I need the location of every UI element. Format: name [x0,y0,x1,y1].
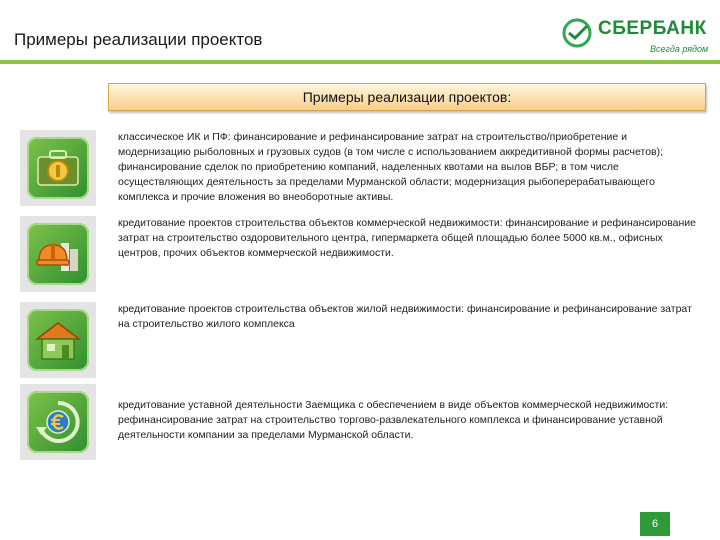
list-item [20,302,700,382]
page-title: Примеры реализации проектов [14,30,263,49]
list-item [20,384,700,464]
item-text: кредитование проектов строительства объектов коммерческой недвижимости: финансирование и рефинансирование затрат на строительство оздоровительного центра, гипермаркета общей площадью более 5000 кв.м., офисных центров, прочих объектов коммерческой недвижимости. [118,217,697,259]
icon-frame [20,130,96,206]
logo-tagline: Всегда рядом [650,44,709,54]
section-banner [108,83,706,111]
icon-frame [20,384,96,460]
header-divider [0,60,720,64]
icon-frame [20,216,96,292]
sberbank-logo [562,16,712,60]
icon-frame [20,302,96,378]
list-item [20,216,700,296]
hardhat-buildings-icon [27,223,89,285]
item-text: кредитование уставной деятельности Заемщика с обеспечением в виде объектов коммерческой недвижимости: рефинансирование затрат на строительство торгово-развлекательного комплекса и финансирование уставной деятельности компании за пределами Мурманской области. [118,399,669,441]
list-item [20,130,700,210]
briefcase-coin-icon [27,137,89,199]
sberbank-logo-icon [562,18,592,48]
item-text: классическое ИК и ПФ: финансирование и рефинансирование затрат на строительство/приобретение и модернизацию рыболовных и грузовых судов (в том числе с использованием аккредитивной формы расчетов); финансирование сделок по приобретению компаний, наделенных квотами на вылов ВБР; в том числе осуществляющих деятельность за пределами Мурманской области; модернизация рыбоперерабатывающего комплекса и прочие вложения во внеоборотные активы. [118,131,664,203]
banner-text: Примеры реализации проектов: [302,89,512,105]
euro-cycle-icon [27,391,89,453]
page-number: 6 [640,512,670,536]
house-icon [27,309,89,371]
logo-name: СБЕРБАНК [598,18,707,39]
item-text: кредитование проектов строительства объектов жилой недвижимости: финансирование и рефинансирование затрат на строительство жилого комплекса [118,303,692,330]
